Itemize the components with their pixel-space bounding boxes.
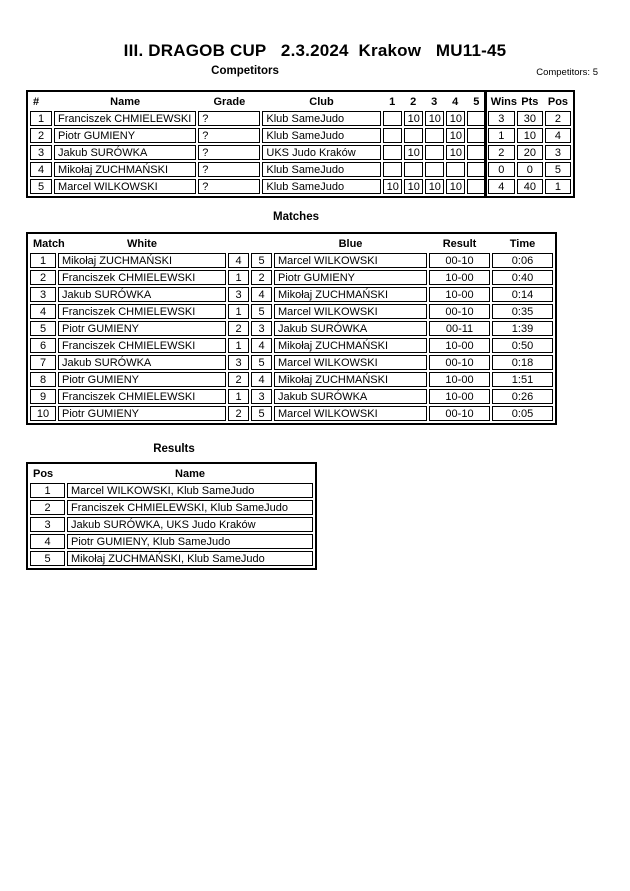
cell-time: 0:50	[492, 338, 553, 353]
cell-s2: 10	[404, 145, 423, 160]
cell-num: 3	[30, 145, 52, 160]
cell-result: 10-00	[429, 338, 490, 353]
header-row	[30, 236, 553, 251]
table-row	[30, 389, 553, 404]
cell-s1: 10	[383, 179, 402, 194]
cell-match: 7	[30, 355, 56, 370]
cell-result: 10-00	[429, 389, 490, 404]
col-header-number: #	[33, 95, 40, 108]
cell-blue: Piotr GUMIENY	[274, 270, 427, 285]
cell-bnum: 5	[251, 304, 272, 319]
table-row	[30, 270, 553, 285]
cell-time: 0:14	[492, 287, 553, 302]
cell-club: Klub SameJudo	[262, 162, 380, 177]
table-row	[30, 128, 571, 143]
cell-match: 5	[30, 321, 56, 336]
cell-club: Klub SameJudo	[262, 111, 380, 126]
table-row	[30, 321, 553, 336]
table-row	[30, 372, 553, 387]
cell-s5	[467, 162, 486, 177]
cell-num: 1	[30, 111, 52, 126]
cell-blue: Marcel WILKOWSKI	[274, 406, 427, 421]
col-header-result: Result	[442, 237, 477, 250]
cell-wnum: 1	[228, 389, 249, 404]
cell-pts: 40	[517, 179, 543, 194]
cell-bnum: 4	[251, 287, 272, 302]
cell-white: Franciszek CHMIELEWSKI	[58, 389, 226, 404]
cell-time: 0:40	[492, 270, 553, 285]
cell-wnum: 2	[228, 406, 249, 421]
col-header-white: White	[127, 237, 157, 250]
cell-match: 1	[30, 253, 56, 268]
cell-wnum: 1	[228, 270, 249, 285]
cell-grade: ?	[198, 162, 260, 177]
table-row	[30, 287, 553, 302]
cell-blue: Marcel WILKOWSKI	[274, 304, 427, 319]
cell-s2	[404, 128, 423, 143]
cell-wnum: 3	[228, 355, 249, 370]
cell-bnum: 5	[251, 406, 272, 421]
cell-white: Franciszek CHMIELEWSKI	[58, 338, 226, 353]
col-header-score-5: 5	[473, 95, 480, 108]
cell-rname: Jakub SURÓWKA, UKS Judo Kraków	[67, 517, 313, 532]
cell-wnum: 2	[228, 372, 249, 387]
cell-white: Franciszek CHMIELEWSKI	[58, 270, 226, 285]
col-header-blue-number	[251, 236, 272, 251]
cell-white: Jakub SURÓWKA	[58, 287, 226, 302]
cell-time: 0:35	[492, 304, 553, 319]
cell-white: Mikołaj ZUCHMAŃSKI	[58, 253, 226, 268]
col-header-score-2: 2	[410, 95, 417, 108]
cell-white: Jakub SURÓWKA	[58, 355, 226, 370]
cell-wnum: 1	[228, 338, 249, 353]
competitors-section-heading: Competitors	[211, 65, 279, 77]
table-row	[30, 406, 553, 421]
cell-pos: 2	[545, 111, 571, 126]
table-row	[30, 179, 571, 194]
cell-wnum: 2	[228, 321, 249, 336]
cell-bnum: 5	[251, 253, 272, 268]
cell-pos: 1	[545, 179, 571, 194]
col-header-score-4: 4	[452, 95, 459, 108]
cell-s5	[467, 145, 486, 160]
col-header-name: Name	[110, 95, 141, 108]
cell-pos: 4	[30, 534, 65, 549]
cell-wnum: 3	[228, 287, 249, 302]
cell-pts: 10	[517, 128, 543, 143]
cell-pos: 2	[30, 500, 65, 515]
cell-s1	[383, 162, 402, 177]
col-header-grade: Grade	[213, 95, 246, 108]
cell-club: Klub SameJudo	[262, 128, 380, 143]
cell-pos: 3	[30, 517, 65, 532]
cell-rname: Piotr GUMIENY, Klub SameJudo	[67, 534, 313, 549]
cell-match: 3	[30, 287, 56, 302]
cell-s4	[446, 162, 465, 177]
cell-result: 00-10	[429, 355, 490, 370]
cell-white: Franciszek CHMIELEWSKI	[58, 304, 226, 319]
cell-time: 0:18	[492, 355, 553, 370]
cell-time: 1:39	[492, 321, 553, 336]
cell-wins: 3	[488, 111, 515, 126]
cell-name: Franciszek CHMIELEWSKI	[54, 111, 196, 126]
col-header-name: Name	[175, 467, 205, 480]
cell-pos: 4	[545, 128, 571, 143]
cell-result: 00-11	[429, 321, 490, 336]
cell-club: Klub SameJudo	[262, 179, 380, 194]
cell-s5	[467, 128, 486, 143]
cell-grade: ?	[198, 179, 260, 194]
cell-match: 2	[30, 270, 56, 285]
competitors-table	[26, 90, 575, 198]
cell-s3: 10	[425, 179, 444, 194]
cell-pos: 5	[30, 551, 65, 566]
cell-wins: 2	[488, 145, 515, 160]
cell-result: 00-10	[429, 304, 490, 319]
cell-match: 10	[30, 406, 56, 421]
results-table-header	[30, 466, 313, 481]
col-header-pts: Pts	[521, 95, 539, 108]
cell-s4: 10	[446, 179, 465, 194]
col-header-club: Club	[309, 95, 334, 108]
cell-blue: Marcel WILKOWSKI	[274, 355, 427, 370]
table-row	[30, 534, 313, 549]
competitors-table-body	[30, 111, 571, 194]
cell-s4: 10	[446, 145, 465, 160]
cell-name: Marcel WILKOWSKI	[54, 179, 196, 194]
cell-s3	[425, 162, 444, 177]
cell-grade: ?	[198, 111, 260, 126]
col-header-pos: Pos	[33, 467, 54, 480]
cell-time: 1:51	[492, 372, 553, 387]
cell-rname: Franciszek CHMIELEWSKI, Klub SameJudo	[67, 500, 313, 515]
cell-bnum: 4	[251, 372, 272, 387]
cell-s1	[383, 111, 402, 126]
cell-blue: Marcel WILKOWSKI	[274, 253, 427, 268]
cell-time: 0:06	[492, 253, 553, 268]
cell-s3	[425, 145, 444, 160]
cell-blue: Jakub SURÓWKA	[274, 321, 427, 336]
col-header-blue: Blue	[338, 237, 363, 250]
cell-pos: 5	[545, 162, 571, 177]
cell-white: Piotr GUMIENY	[58, 406, 226, 421]
header-row	[30, 94, 571, 109]
col-header-time: Time	[509, 237, 536, 250]
cell-white: Piotr GUMIENY	[58, 321, 226, 336]
cell-s2: 10	[404, 111, 423, 126]
cell-white: Piotr GUMIENY	[58, 372, 226, 387]
cell-s3: 10	[425, 111, 444, 126]
cell-name: Jakub SURÓWKA	[54, 145, 196, 160]
cell-blue: Mikołaj ZUCHMAŃSKI	[274, 338, 427, 353]
cell-bnum: 3	[251, 321, 272, 336]
cell-num: 4	[30, 162, 52, 177]
cell-bnum: 4	[251, 338, 272, 353]
cell-match: 4	[30, 304, 56, 319]
matches-table	[26, 232, 557, 425]
cell-s4: 10	[446, 128, 465, 143]
col-header-score-1: 1	[389, 95, 396, 108]
cell-s2	[404, 162, 423, 177]
cell-grade: ?	[198, 145, 260, 160]
col-header-white-number	[228, 236, 249, 251]
cell-rname: Marcel WILKOWSKI, Klub SameJudo	[67, 483, 313, 498]
cell-bnum: 2	[251, 270, 272, 285]
table-row	[30, 253, 553, 268]
wins-section-divider	[484, 90, 487, 198]
cell-time: 0:05	[492, 406, 553, 421]
competitors-table-header	[30, 94, 571, 109]
col-header-wins: Wins	[490, 95, 517, 108]
table-row	[30, 162, 571, 177]
cell-s2: 10	[404, 179, 423, 194]
cell-s1	[383, 128, 402, 143]
cell-s4: 10	[446, 111, 465, 126]
cell-match: 8	[30, 372, 56, 387]
cell-name: Piotr GUMIENY	[54, 128, 196, 143]
table-row	[30, 304, 553, 319]
matches-section-heading: Matches	[272, 211, 320, 223]
cell-pts: 30	[517, 111, 543, 126]
cell-grade: ?	[198, 128, 260, 143]
cell-wnum: 4	[228, 253, 249, 268]
cell-pts: 0	[517, 162, 543, 177]
cell-num: 2	[30, 128, 52, 143]
col-header-pos: Pos	[547, 95, 569, 108]
cell-bnum: 5	[251, 355, 272, 370]
cell-result: 10-00	[429, 270, 490, 285]
cell-match: 9	[30, 389, 56, 404]
cell-result: 10-00	[429, 372, 490, 387]
header-row	[30, 466, 313, 481]
cell-s3	[425, 128, 444, 143]
cell-time: 0:26	[492, 389, 553, 404]
cell-pts: 20	[517, 145, 543, 160]
cell-wins: 4	[488, 179, 515, 194]
cell-wins: 0	[488, 162, 515, 177]
cell-pos: 1	[30, 483, 65, 498]
matches-table-header	[30, 236, 553, 251]
results-section-heading: Results	[153, 443, 195, 455]
table-row	[30, 145, 571, 160]
cell-s5	[467, 111, 486, 126]
cell-rname: Mikołaj ZUCHMAŃSKI, Klub SameJudo	[67, 551, 313, 566]
matches-table-body	[30, 253, 553, 421]
cell-match: 6	[30, 338, 56, 353]
cell-wins: 1	[488, 128, 515, 143]
cell-wnum: 1	[228, 304, 249, 319]
results-table	[26, 462, 317, 570]
competitors-count-label: Competitors: 5	[536, 67, 598, 78]
table-row	[30, 483, 313, 498]
cell-s1	[383, 145, 402, 160]
cell-pos: 3	[545, 145, 571, 160]
cell-blue: Mikołaj ZUCHMAŃSKI	[274, 372, 427, 387]
table-row	[30, 355, 553, 370]
cell-result: 00-10	[429, 253, 490, 268]
cell-name: Mikołaj ZUCHMAŃSKI	[54, 162, 196, 177]
cell-s5	[467, 179, 486, 194]
cell-club: UKS Judo Kraków	[262, 145, 380, 160]
page-title: III. DRAGOB CUP 2.3.2024 Krakow MU11-45	[123, 41, 507, 60]
table-row	[30, 111, 571, 126]
cell-blue: Jakub SURÓWKA	[274, 389, 427, 404]
results-table-body	[30, 483, 313, 566]
col-header-score-3: 3	[431, 95, 438, 108]
cell-bnum: 3	[251, 389, 272, 404]
cell-result: 10-00	[429, 287, 490, 302]
cell-blue: Mikołaj ZUCHMAŃSKI	[274, 287, 427, 302]
table-row	[30, 551, 313, 566]
table-row	[30, 500, 313, 515]
col-header-match: Match	[33, 237, 65, 250]
cell-num: 5	[30, 179, 52, 194]
table-row	[30, 338, 553, 353]
table-row	[30, 517, 313, 532]
cell-result: 00-10	[429, 406, 490, 421]
